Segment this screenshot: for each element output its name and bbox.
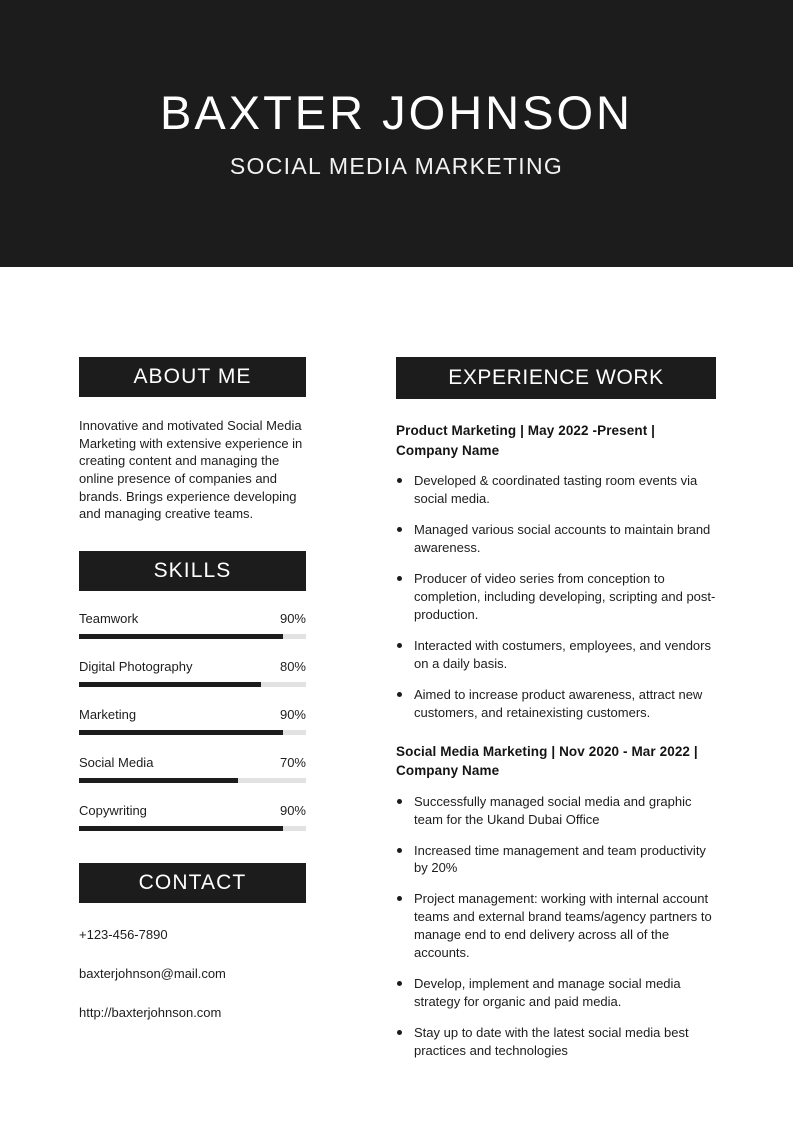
candidate-name: BAXTER JOHNSON bbox=[160, 86, 633, 140]
about-heading: ABOUT ME bbox=[79, 357, 306, 397]
job-bullet: Project management: working with internal account teams and external brand teams/agency partners to manage end to end delivery across all of the accounts. bbox=[396, 890, 716, 962]
skill-value: 70% bbox=[279, 755, 306, 771]
contact-section bbox=[79, 863, 306, 1020]
experience-job bbox=[396, 421, 716, 721]
job-bullets bbox=[396, 793, 716, 1060]
job-bullet: Successfully managed social media and graphic team for the Ukand Dubai Office bbox=[396, 793, 716, 829]
job-bullet: Develop, implement and manage social media strategy for organic and paid media. bbox=[396, 975, 716, 1011]
skill-fill bbox=[79, 778, 238, 783]
skills-section bbox=[79, 551, 306, 831]
skill-label: Marketing bbox=[79, 707, 137, 723]
experience-heading: EXPERIENCE WORK bbox=[396, 357, 716, 399]
skills-heading: SKILLS bbox=[79, 551, 306, 591]
skill-value: 90% bbox=[279, 707, 306, 723]
job-title: Product Marketing | May 2022 -Present | Company Name bbox=[396, 423, 656, 458]
about-text: Innovative and motivated Social Media Marketing with extensive experience in creating content and managing the online presence of companies and brands. Brings experience developing and managing creative teams. bbox=[79, 418, 303, 522]
skill-row bbox=[79, 803, 306, 818]
skill-label: Social Media bbox=[79, 755, 154, 771]
skill-value: 90% bbox=[279, 803, 306, 819]
skill-row bbox=[79, 755, 306, 770]
experience-job bbox=[396, 742, 716, 1060]
skill-track bbox=[79, 730, 306, 735]
job-bullet: Interacted with costumers, employees, and vendors on a daily basis. bbox=[396, 637, 716, 673]
left-column bbox=[79, 357, 306, 1020]
resume-body bbox=[0, 267, 793, 1122]
job-bullet: Developed & coordinated tasting room events via social media. bbox=[396, 472, 716, 508]
skill-item bbox=[79, 755, 306, 783]
job-bullets bbox=[396, 472, 716, 721]
skill-fill bbox=[79, 826, 283, 831]
right-column bbox=[396, 357, 716, 1073]
skill-value: 90% bbox=[279, 611, 306, 627]
candidate-role: SOCIAL MEDIA MARKETING bbox=[229, 152, 564, 179]
skill-row bbox=[79, 611, 306, 626]
contact-phone: +123-456-7890 bbox=[79, 927, 168, 943]
job-bullet: Managed various social accounts to maintain brand awareness. bbox=[396, 521, 716, 557]
job-title: Social Media Marketing | Nov 2020 - Mar 2022 | Company Name bbox=[396, 743, 698, 779]
skill-row bbox=[79, 659, 306, 674]
skill-item bbox=[79, 611, 306, 639]
skill-value: 80% bbox=[279, 659, 306, 675]
skill-track bbox=[79, 682, 306, 687]
job-bullet: Stay up to date with the latest social media best practices and technologies bbox=[396, 1024, 716, 1060]
job-bullet: Aimed to increase product awareness, attract new customers, and retainexisting customers. bbox=[396, 686, 716, 722]
skill-label: Teamwork bbox=[79, 611, 139, 627]
contact-heading: CONTACT bbox=[79, 863, 306, 903]
resume-header bbox=[0, 0, 793, 267]
skill-track bbox=[79, 778, 306, 783]
skill-item bbox=[79, 707, 306, 735]
skill-fill bbox=[79, 682, 261, 687]
skill-track bbox=[79, 634, 306, 639]
skill-fill bbox=[79, 730, 283, 735]
contact-website[interactable]: http://baxterjohnson.com bbox=[79, 1005, 222, 1021]
skill-item bbox=[79, 659, 306, 687]
skill-label: Copywriting bbox=[79, 803, 147, 819]
skill-fill bbox=[79, 634, 283, 639]
skill-track bbox=[79, 826, 306, 831]
skill-label: Digital Photography bbox=[79, 659, 193, 675]
contact-email[interactable]: baxterjohnson@mail.com bbox=[79, 966, 226, 982]
job-bullet: Increased time management and team productivity by 20% bbox=[396, 842, 716, 878]
job-bullet: Producer of video series from conception to completion, including developing, scripting and post-production. bbox=[396, 570, 716, 624]
skill-item bbox=[79, 803, 306, 831]
skill-row bbox=[79, 707, 306, 722]
